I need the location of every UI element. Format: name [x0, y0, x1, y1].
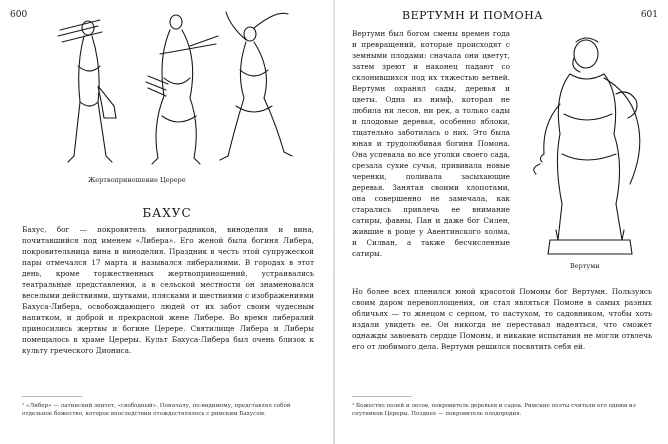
- figure-caption: Жертвоприношение Церере: [88, 176, 186, 184]
- footnote-rule: [352, 396, 412, 397]
- sacrifice-illustration: [40, 6, 300, 170]
- page-number: 600: [10, 10, 28, 20]
- page-number: 601: [640, 10, 658, 20]
- footnote: ¹ «Либер» — латинский эпитет, «свободный». Поначалу, по-видимому, представлял собой отдельное божество, которое впоследствии отождествлялось с римским Бахусом.: [22, 403, 291, 417]
- footnote-rule: [22, 396, 82, 397]
- running-title: ВЕРТУМН И ПОМОНА: [402, 9, 544, 22]
- footnote: ¹ Божество полей и лесов, покровитель деревьев и садов. Римские поэты считали его одним из спутников Цереры. Позднее — покровитель плодородия.: [352, 403, 636, 417]
- figure-caption: Вертумн: [570, 262, 600, 270]
- body-paragraph: Но более всех пленился юной красотой Помоны бог Вертумн. Пользуясь своим даром перевоплощения, он стал являться Помоне в самых разных обличьях — то жнецом с серпом, то пастухом, то садовником, чтобы хоть издали увидеть ее. Он никогда не переставал надеяться, что сможет однажды завоевать сердце Помоны, и никакие испытания не могли отвлечь его от любимого дела. Вертумн решился посвятить себя ей.: [352, 287, 652, 351]
- section-heading: БАХУС: [142, 206, 192, 220]
- column-text: Вертумн был богом смены времен года и превращений, которые происходят с земными плодами: сначала они цветут, затем зреют и наконец падают со склонившихся под их тяжестью ветвей. Вертумн охранял сады, деревья и цветы. Одна из нимф, которая не любила ни лесов, ни рек, а только сады и плодовые деревья, особенно яблоки, тщательно заботилась о них. Это была юная и трудолюбивая богиня Помона. Она успевала во все уголки своего сада, срезала сухие сучья, прививала новые черенки, поливала засыхающие деревья. Занятая своими хлопотами, она совершенно не замечала, как старались привлечь ее внимание сатиры, фавны, Пан и даже бог Силен, жившие в роще у Авентинского холма, и Силван, а также бесчисленные сатиры.: [352, 29, 510, 258]
- body-paragraph: Бахус, бог — покровитель виноградников, виноделия и вина, почитавшийся под именем «Либера». Его женой была богиня Либера, покровительница вина и виноделия. Праздник в честь этой супружеской пары отмечался 17 марта и назывался либералиями. В городах в этот день, кроме торжественных жертвоприношений, устраивались театральные представления, а в сельской местности он знаменовался веселыми действиями, шутками, плясками и шествиями с изображениями Бахуса-Либера, освобождающего людей от их забот своим чудесным напитком, и доброй и прекрасной жене Либере. Во время либералий приносились жертвы и богине Церере. Святилище Либера и Либеры помещалось в храме Цереры. Культ Бахуса-Либера был очень близок к культу греческого Диониса.: [22, 225, 314, 355]
- right-page: [334, 0, 668, 444]
- vertumnus-statue-illustration: [520, 34, 654, 260]
